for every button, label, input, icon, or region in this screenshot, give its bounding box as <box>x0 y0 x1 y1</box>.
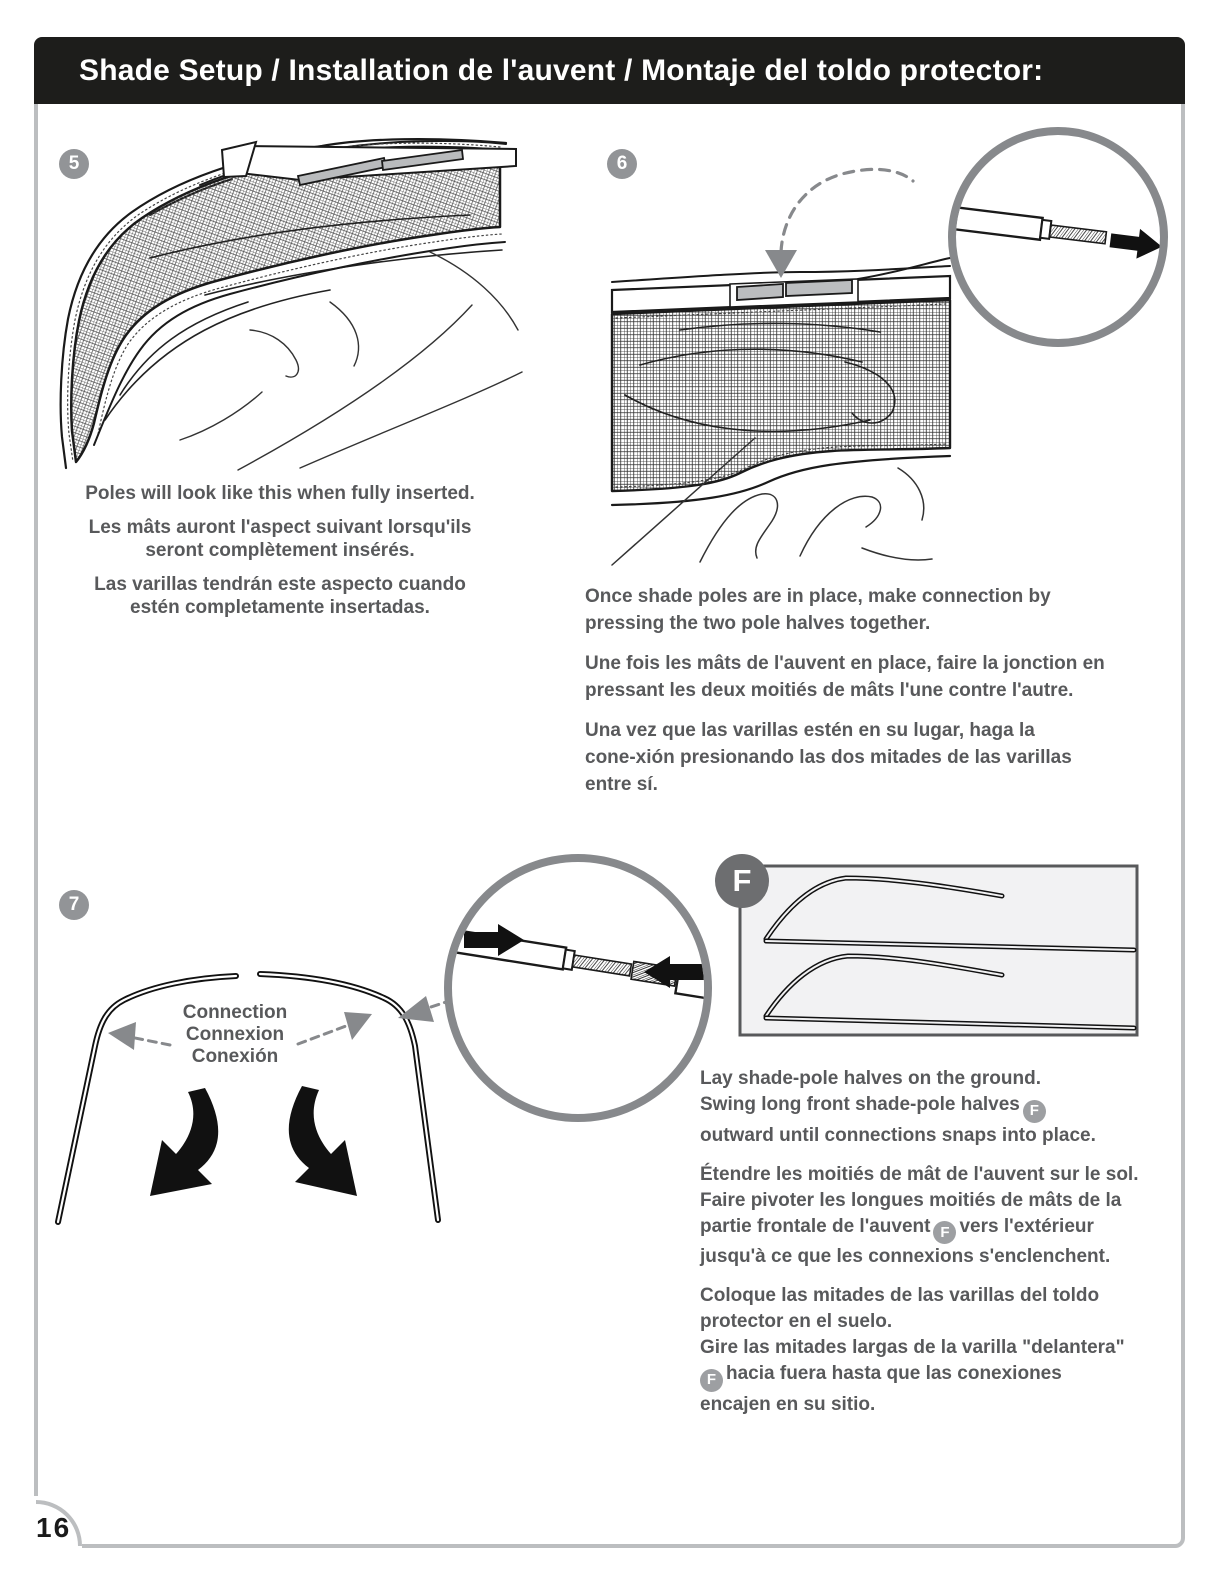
step7-badge <box>59 890 89 920</box>
step7-captions <box>700 1066 1180 1418</box>
step6-insert-arrow <box>765 169 913 278</box>
step5-caption-es: Las varillas tendrán este aspecto cuando estén completamente insertadas. <box>94 574 466 618</box>
step6-magnifier <box>936 131 1224 343</box>
step6-badge <box>607 149 637 179</box>
step6-pole-sleeve-gap <box>730 279 858 307</box>
step6-caption-fr: Une fois les mâts de l'auvent en place, faire la jonction en pressant les deux moitiés de mâts l'une contre l'autre. <box>585 653 1105 701</box>
connection-labels: Connection Connexion Conexión <box>182 1002 288 1067</box>
step6-caption-es: Una vez que las varillas estén en su lugar, haga la cone-xión presionando las dos mitades de las varillas entre sí. <box>585 720 1072 795</box>
page-title: Shade Setup / Installation de l'auvent / Montaje del toldo protector: <box>79 53 1044 87</box>
inline-part-f-badge: F <box>700 1369 723 1392</box>
inline-part-f-badge: F <box>933 1221 956 1244</box>
step5-captions <box>50 482 510 619</box>
step5-badge <box>59 149 89 179</box>
step5-caption-fr: Les mâts auront l'aspect suivant lorsqu'ils seront complètement insérés. <box>88 517 472 561</box>
step7-caption-fr: Étendre les moitiés de mât de l'auvent sur le sol. Faire pivoter les longues moitiés de mâts de la partie frontale de l'auvent F vers l'extérieur jusqu'à ce que les connexions s'enclenchent. <box>700 1163 1139 1267</box>
swing-right-arrow-icon <box>289 1086 357 1196</box>
part-f-badge <box>715 854 769 908</box>
step6-canopy-drawing <box>612 131 1224 565</box>
step5-caption-en: Poles will look like this when fully inserted. <box>85 483 475 504</box>
page-header <box>34 37 1185 104</box>
part-f-letter: F <box>732 863 752 898</box>
step6-caption-en: Once shade poles are in place, make connection by pressing the two pole halves together. <box>585 586 1051 634</box>
step7-caption-en: Lay shade-pole halves on the ground. Swing long front shade-pole halves F outward until connections snaps into place. <box>700 1068 1096 1146</box>
down-arrowhead-icon <box>765 250 797 278</box>
swing-left-arrow-icon <box>150 1088 218 1196</box>
right-arrowhead-icon <box>344 1012 372 1040</box>
step5-badge-number: 5 <box>68 153 80 174</box>
step7-badge-number: 7 <box>68 894 80 915</box>
step6-badge-number: 6 <box>616 153 628 174</box>
corner-arrowhead-icon <box>398 996 434 1022</box>
step5-canopy-corner-drawing <box>61 139 522 470</box>
step6-captions <box>585 583 1165 798</box>
step7-caption-es: Coloque las mitades de las varillas del toldo protector en el suelo. Gire las mitades largas de la varilla "delantera" F hacia fuera hasta que las conexiones encajen en su sitio. <box>700 1285 1125 1415</box>
f-parts-panel <box>740 866 1137 1035</box>
page-number: 16 <box>36 1512 72 1543</box>
inline-part-f-badge: F <box>1023 1100 1046 1123</box>
